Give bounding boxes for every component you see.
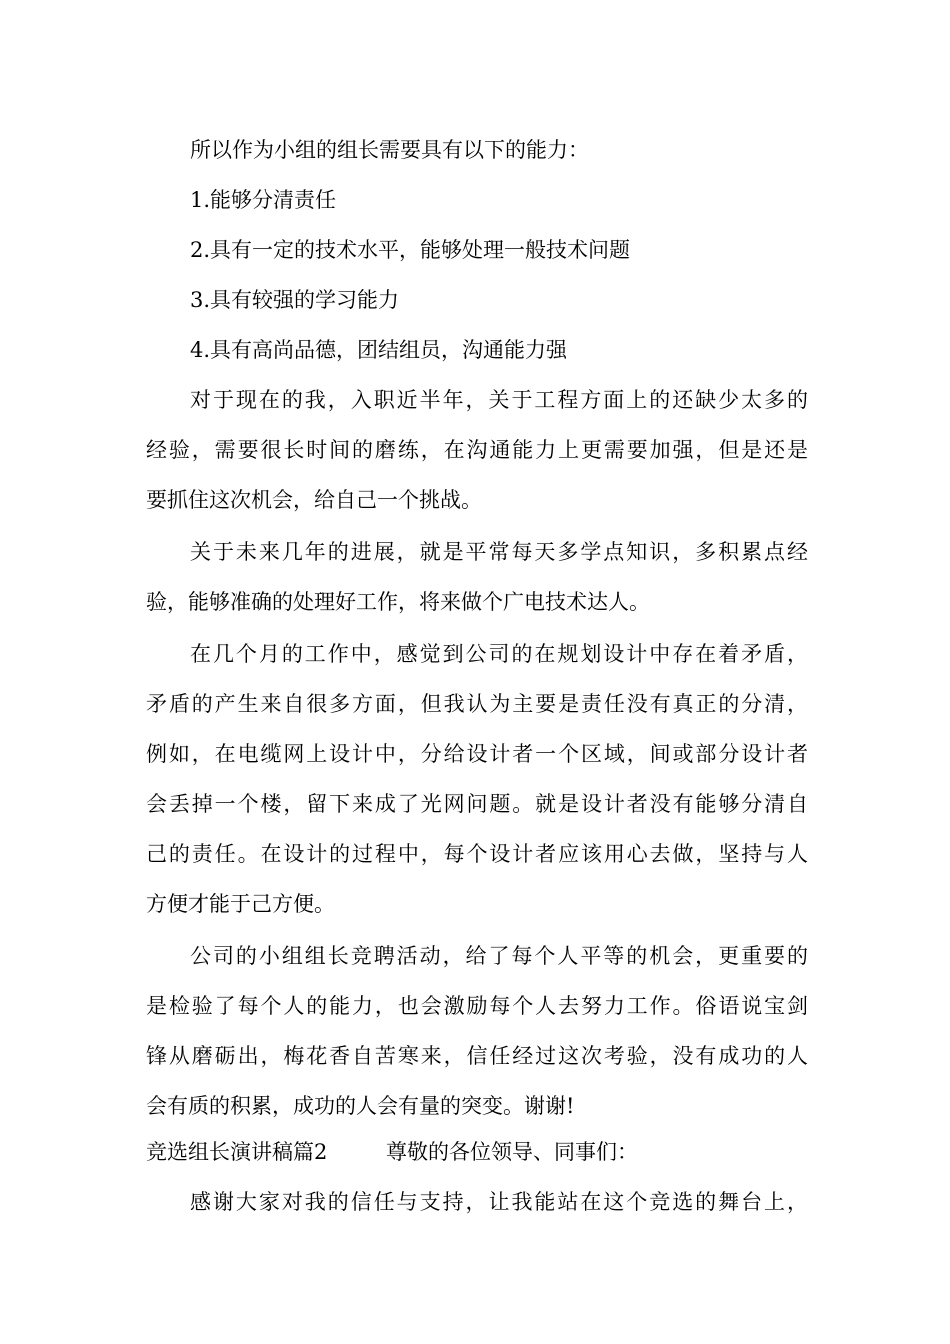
paragraph-line: 公司的小组组长竞聘活动，给了每个人平等的机会，更重要的: [190, 944, 808, 968]
paragraph-line: 矛盾的产生来自很多方面，但我认为主要是责任没有真正的分清，: [146, 692, 808, 716]
paragraph-line: 是检验了每个人的能力，也会激励每个人去努力工作。俗语说宝剑: [146, 994, 808, 1018]
paragraph-line: 关于未来几年的进展，就是平常每天多学点知识，多积累点经: [190, 540, 808, 564]
paragraph-line: 验，能够准确的处理好工作，将来做个广电技术达人。: [146, 590, 650, 614]
list-item: 4.具有高尚品德，团结组员，沟通能力强: [190, 338, 568, 362]
salutation: 尊敬的各位领导、同事们：: [386, 1140, 638, 1164]
paragraph-line: 锋从磨砺出，梅花香自苦寒来，信任经过这次考验，没有成功的人: [146, 1044, 808, 1068]
paragraph-line: 己的责任。在设计的过程中，每个设计者应该用心去做，坚持与人: [146, 842, 808, 866]
list-item: 3.具有较强的学习能力: [190, 288, 400, 312]
paragraph-line: 会丢掉一个楼，留下来成了光网问题。就是设计者没有能够分清自: [146, 792, 808, 816]
list-intro: 所以作为小组的组长需要具有以下的能力：: [190, 138, 589, 162]
paragraph-line: 感谢大家对我的信任与支持，让我能站在这个竞选的舞台上，: [190, 1190, 808, 1214]
paragraph-line: 在几个月的工作中，感觉到公司的在规划设计中存在着矛盾，: [190, 642, 808, 666]
paragraph-line: 要抓住这次机会，给自己一个挑战。: [146, 488, 482, 512]
paragraph-line: 会有质的积累，成功的人会有量的突变。谢谢!: [146, 1094, 575, 1118]
paragraph-line: 对于现在的我，入职近半年，关于工程方面上的还缺少太多的: [190, 388, 808, 412]
list-item: 2.具有一定的技术水平，能够处理一般技术问题: [190, 238, 631, 262]
section-title: 竞选组长演讲稿篇2: [146, 1140, 328, 1164]
paragraph-line: 例如，在电缆网上设计中，分给设计者一个区域，间或部分设计者: [146, 742, 808, 766]
list-item: 1.能够分清责任: [190, 188, 337, 212]
paragraph-line: 方便才能于己方便。: [146, 892, 335, 916]
paragraph-line: 经验，需要很长时间的磨练，在沟通能力上更需要加强，但是还是: [146, 438, 808, 462]
